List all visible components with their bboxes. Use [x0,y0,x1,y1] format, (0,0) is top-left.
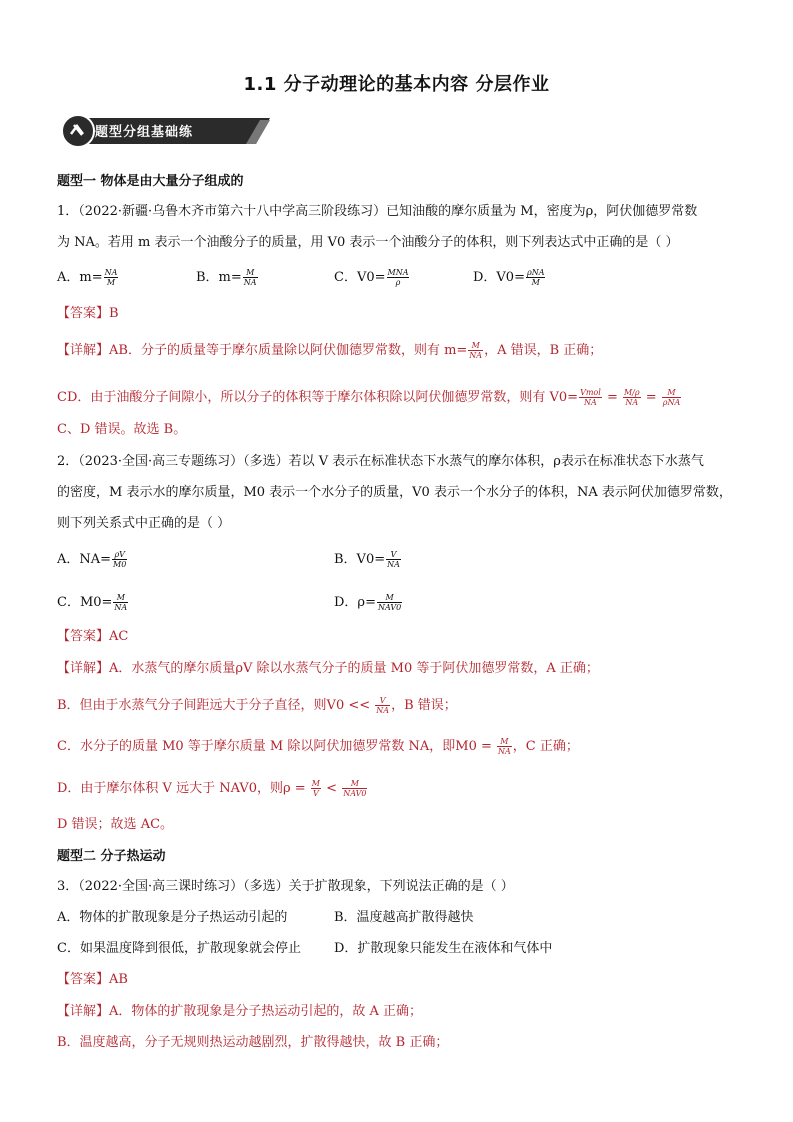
q2-stem-line1: 2．（2023·全国·高三专题练习）（多选）若以 V 表示在标准状态下水蒸气的摩尔体积，ρ表示在标准状态下水蒸气 [57,454,704,469]
q2-detail-a: 【详解】A．水蒸气的摩尔质量ρV 除以水蒸气分子的质量 M0 等于阿伏加德罗常数，A 正确； [57,661,599,676]
q2-option-b[interactable]: B．V0= $\frac{V}{NA}$ [334,550,400,569]
q1-detail-cd: CD．由于油酸分子间隙小，所以分子的体积等于摩尔体积除以阿伏伽德罗常数，则有 V0= $\frac{\text{Vmol}}{NA}$ = $\frac{M/\rho}{NA}$ = $\frac{M}{\text{ρNA}}$ [57,388,681,407]
q3-option-d[interactable]: D．扩散现象只能发生在液体和气体中 [334,941,553,956]
q2-stem-line2: 的密度，M 表示水的摩尔质量，M0 表示一个水分子的质量，V0 表示一个水分子的体积，NA 表示阿伏加德罗常数， [57,485,732,500]
q3-option-c[interactable]: C．如果温度降到很低，扩散现象就会停止 [57,941,301,956]
section-heading: 题型一 物体是由大量分子组成的 [57,174,244,189]
q1-option-d[interactable]: D．V0= $\frac{\text{ρNA}}{M}$ [473,268,545,287]
q1-stem-line1: 1．（2022·新疆·乌鲁木齐市第六十八中学高三阶段练习）已知油酸的摩尔质量为 M，密度为ρ，阿伏伽德罗常数 [57,204,698,219]
q2-option-d[interactable]: D．ρ= $\frac{M}{\text{NAV0}}$ [334,593,402,612]
q3-option-b[interactable]: B．温度越高扩散得越快 [334,910,474,925]
q1-detail-conclusion: C、D 错误。故选 B。 [57,422,187,437]
q1-option-a[interactable]: A．m= $\frac{NA}{M}$ [57,268,118,287]
page-title: 1.1 分子动理论的基本内容 分层作业 [243,74,550,95]
q2-option-a[interactable]: A．NA= $\frac{\rho V}{M0}$ [57,550,127,569]
q1-option-c[interactable]: C．V0= $\frac{\text{MNA}}{\rho}$ [334,268,409,287]
q2-detail-d: D．由于摩尔体积 V 远大于 NAV0，则ρ = $\frac{M}{V}$ < $\frac{M}{\text{NAV0}}$ [57,779,367,798]
q2-detail-b: B．但由于水蒸气分子间距远大于分子直径，则V0 << $\frac{V}{NA}$ ，B 错误； [57,696,457,715]
q3-stem: 3．（2022·全国·高三课时练习）（多选）关于扩散现象，下列说法正确的是（ ） [57,879,514,894]
banner-text: 题型分组基础练 [95,125,194,140]
q3-detail-b: B．温度越高，分子无规则热运动越剧烈，扩散得越快，故 B 正确； [57,1035,449,1050]
q3-option-a[interactable]: A．物体的扩散现象是分子热运动引起的 [57,910,288,925]
q2-stem-line3: 则下列关系式中正确的是（ ） [57,516,231,531]
section-heading: 题型二 分子热运动 [57,849,166,864]
q3-detail-a: 【详解】A．物体的扩散现象是分子热运动引起的，故 A 正确； [57,1004,423,1019]
q1-stem-line2: 为 NA。若用 m 表示一个油酸分子的质量，用 V0 表示一个油酸分子的体积，则下列表达式中正确的是（ ） [57,235,679,250]
q2-answer: 【答案】AC [57,629,129,644]
q2-detail-c: C．水分子的质量 M0 等于摩尔质量 M 除以阿伏加德罗常数 NA，即M0 = $\frac{M}{NA}$ ，C 正确； [57,737,579,756]
q2-option-c[interactable]: C．M0= $\frac{M}{NA}$ [57,593,128,612]
q1-answer: 【答案】B [57,306,119,321]
q3-answer: 【答案】AB [57,972,128,987]
q1-option-b[interactable]: B．m= $\frac{M}{NA}$ [196,268,257,287]
q1-detail-ab: 【详解】AB．分子的质量等于摩尔质量除以阿伏伽德罗常数，则有 m= $\frac{M}{NA}$ ，A 错误，B 正确； [57,341,603,360]
q2-detail-conclusion: D 错误；故选 AC。 [57,817,174,832]
